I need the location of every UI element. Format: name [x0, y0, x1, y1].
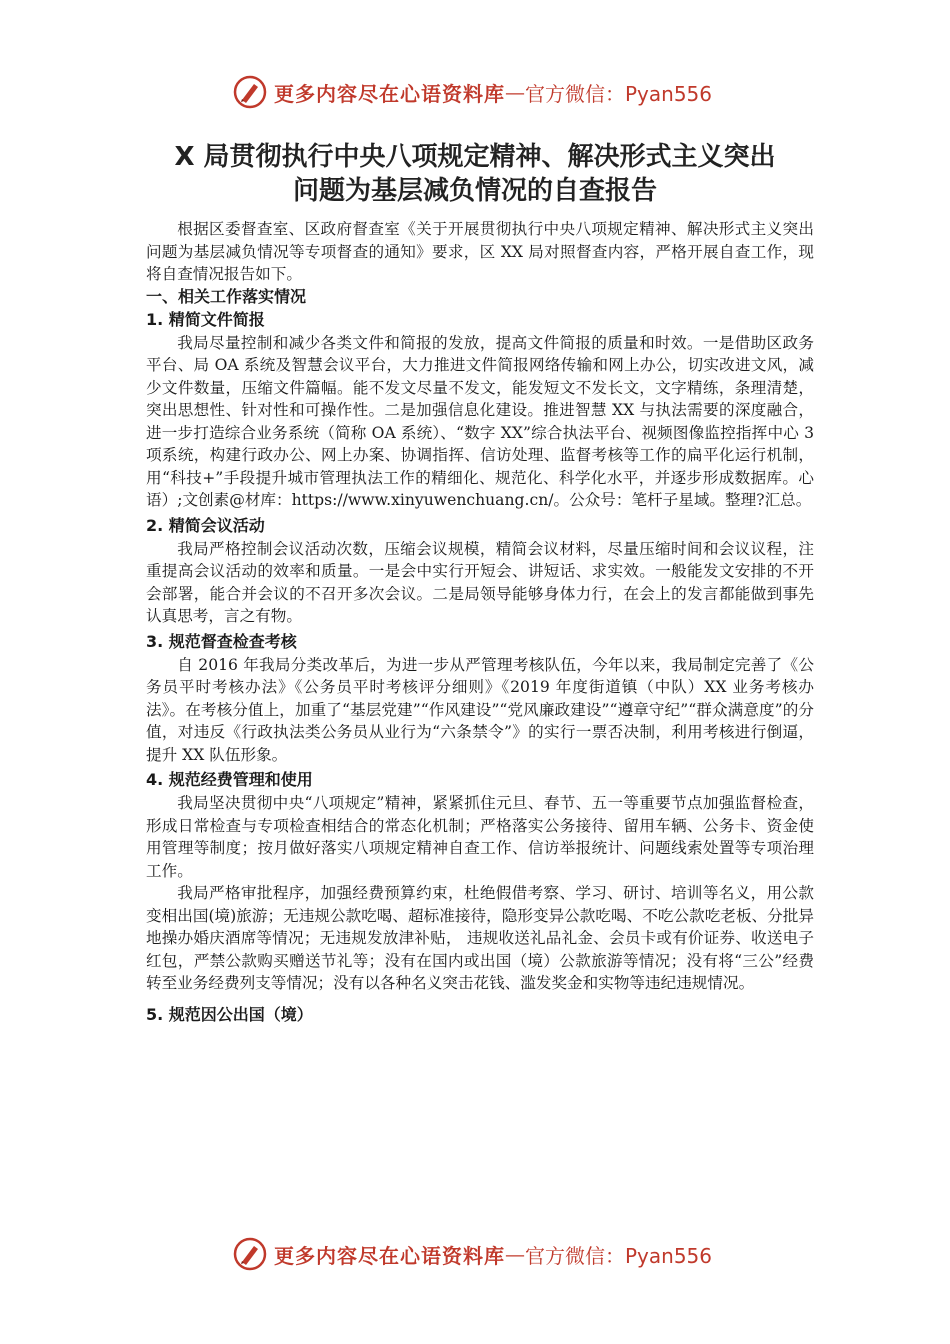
paragraph-4a: 我局坚决贯彻中央“八项规定”精神，紧紧抓住元旦、春节、五一等重要节点加强监督检查，形成日常检查与专项检查相结合的常态化机制；严格落实公务接待、留用车辆、公务卡、资金使用管理等制度；按月做好落实八项规定精神自查工作、信访举报统计、问题线索处置等专项治理工作。 — [146, 794, 814, 880]
header-banner — [232, 72, 712, 112]
brand-text: 更多内容尽在心语资料库 — [274, 81, 505, 106]
subsection-heading-2: 2. 精简会议活动 — [146, 515, 265, 535]
banner-separator: — — [505, 80, 525, 104]
title-line-1: X 局贯彻执行中央八项规定精神、解决形式主义突出 — [174, 142, 776, 172]
section-heading: 一、相关工作落实情况 — [146, 286, 307, 306]
footer-banner — [232, 1234, 712, 1274]
pen-logo-icon — [232, 1236, 268, 1272]
subsection-heading-1: 1. 精简文件简报 — [146, 309, 265, 329]
intro-paragraph: 根据区委督查室、区政府督查室《关于开展贯彻执行中央八项规定精神、解决形式主义突出问题为基层减负情况等专项督查的通知》要求，区 XX 局对照督查内容，严格开展自查工作，现将自查情况报告如下。 — [146, 220, 814, 283]
document-body — [146, 218, 814, 1027]
brand-text: 更多内容尽在心语资料库 — [274, 1243, 505, 1268]
subsection-heading-4: 4. 规范经费管理和使用 — [146, 770, 313, 789]
paragraph-1: 我局尽量控制和减少各类文件和简报的发放，提高文件简报的质量和时效。一是借助区政务平台、局 OA 系统及智慧会议平台，大力推进文件简报网络传输和网上办公，切实改进文风，减少文件数量，压缩文件篇幅。能不发文尽量不发文，能发短文不发长文，文字精练，条理清楚，突出思想性、针对性和可操作性。二是加强信息化建设。推进智慧 XX 与执法需要的深度融合，进一步打造综合业务系统（简称 OA 系统）、“数字 XX”综合执法平台、视频图像监控指挥中心 3 项系统，构建行政办公、网上办案、协调指挥、信访处理、监督考核等工作的扁平化运行机制，用“科技+”手段提升城市管理执法工作的精细化、规范化、科学化水平，并逐步形成数据库。心语）;文创素@材库：https://www.xinyuwenchuang.cn/。公众号：笔杆子星域。整理?汇总。 — [146, 333, 814, 509]
subsection-heading-3: 3. 规范督查检查考核 — [146, 631, 297, 651]
banner-separator: — — [505, 1242, 525, 1266]
wechat-text: 官方微信：Pyan556 — [525, 81, 713, 106]
paragraph-4b: 我局严格审批程序，加强经费预算约束，杜绝假借考察、学习、研讨、培训等名义，用公款变相出国(境)旅游；无违规公款吃喝、超标准接待，隐形变异公款吃喝、不吃公款吃老板、分批异地操办婚庆酒席等情况；无违规发放津补贴， 违规收送礼品礼金、会员卡或有价证券、收送电子红包，严禁公款购买赠送节礼等；没有在国内或出国（境）公款旅游等情况；没有将“三公”经费转至业务经费列支等情况；没有以各种名义突击花钱、滥发奖金和实物等违纪违规情况。 — [146, 884, 814, 992]
paragraph-2: 我局严格控制会议活动次数，压缩会议规模，精简会议材料，尽量压缩时间和会议议程，注重提高会议活动的效率和质量。一是会中实行开短会、讲短话、求实效。一般能发文安排的不开会部署，能合并会议的不召开多次会议。二是局领导能够身体力行，在会上的发言都能做到事先认真思考，言之有物。 — [146, 539, 814, 625]
title-line-2: 问题为基层减负情况的自查报告 — [292, 176, 657, 206]
paragraph-3: 自 2016 年我局分类改革后，为进一步从严管理考核队伍，今年以来，我局制定完善了《公务员平时考核办法》《公务员平时考核评分细则》《2019 年度街道镇（中队）XX 业务考核办法》。在考核分值上，加重了“基层党建”“作风建设”“党风廉政建设”“遵章守纪”“群众满意度”的分值，对违反《行政执法类公务员从业行为“六条禁令”》的实行一票否决制，利用考核进行倒逼， 提升 XX 队伍形象。 — [146, 655, 814, 764]
pen-logo-icon — [232, 74, 268, 110]
wechat-text: 官方微信：Pyan556 — [525, 1243, 713, 1268]
subsection-heading-5: 5. 规范因公出国（境） — [146, 1004, 313, 1024]
document-title — [60, 140, 890, 208]
